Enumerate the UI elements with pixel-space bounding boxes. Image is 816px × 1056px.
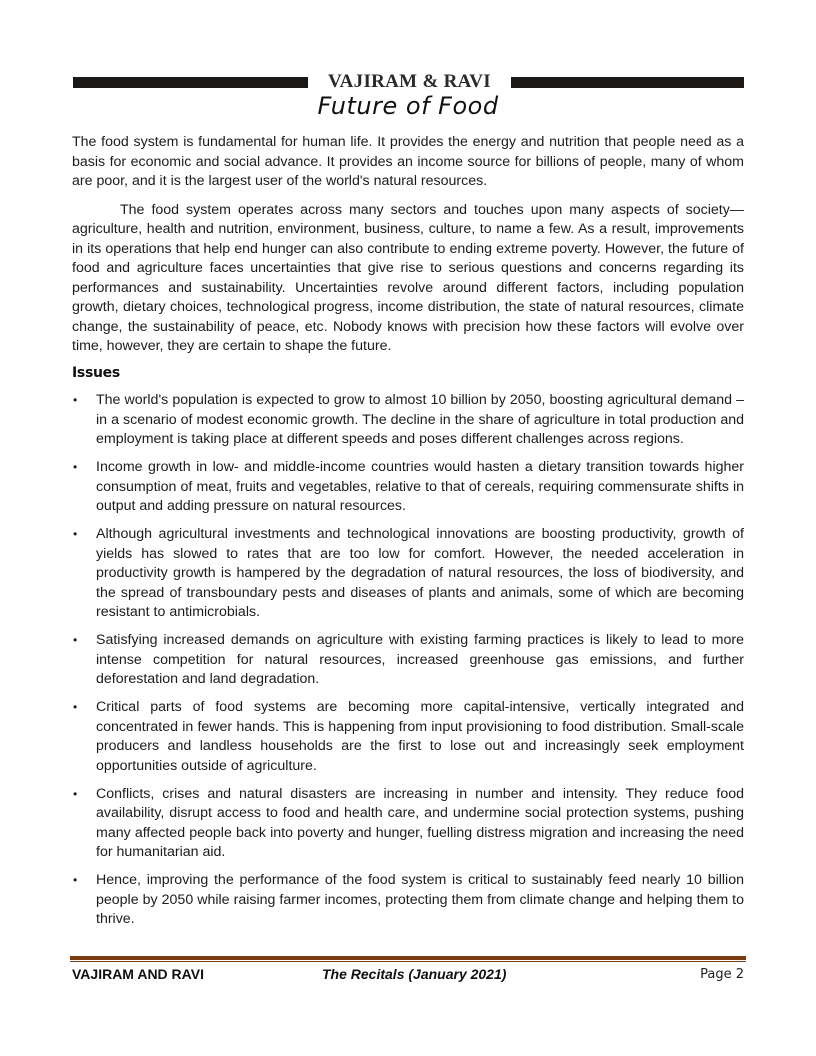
bullet-icon: • xyxy=(73,527,78,541)
list-item-text: Satisfying increased demands on agriculture with existing farming practices is likely to lead to more intense competition for natural resources, increased greenhouse gas emissions, and further deforestation and land degradation. xyxy=(96,632,744,687)
list-item xyxy=(72,391,744,450)
footer-publication: The Recitals (January 2021) xyxy=(322,966,507,982)
bullet-icon: • xyxy=(73,873,78,887)
list-item xyxy=(72,458,744,517)
context-paragraph: The food system operates across many sectors and touches upon many aspects of society—agriculture, health and nutrition, environment, business, culture, to name a few. As a result, improvements in its operations that help end hunger can also contribute to ending extreme poverty. However, the future of food and agriculture faces uncertainties that give rise to serious questions and concerns regarding its performances and sustainability. Uncertainties revolve around different factors, including population growth, dietary choices, technological progress, income distribution, the state of natural resources, climate change, the sustainability of peace, etc. Nobody knows with precision how these factors will evolve over time, however, they are certain to shape the future. xyxy=(72,201,744,354)
list-item-text: Conflicts, crises and natural disasters are increasing in number and intensity. They reduce food availability, disrupt access to food and health care, and undermine social protection systems, pushing many affected people back into poverty and hunger, fuelling distress migration and increasing the need for humanitarian aid. xyxy=(96,785,744,860)
bullet-icon: • xyxy=(73,460,78,474)
masthead-bar-left xyxy=(73,77,308,88)
footer-divider-thick xyxy=(70,956,746,960)
bullet-icon: • xyxy=(73,633,78,647)
page-title: Future of Food xyxy=(317,92,499,120)
list-item xyxy=(72,525,744,623)
masthead-bar-right xyxy=(511,77,744,88)
footer-brand: VAJIRAM AND RAVI xyxy=(72,966,204,982)
masthead xyxy=(73,72,744,92)
bullet-icon: • xyxy=(73,786,78,801)
list-item xyxy=(72,871,744,930)
bullet-icon: • xyxy=(73,700,78,714)
masthead-brand: VAJIRAM & RAVI xyxy=(328,71,491,92)
list-item-text: Hence, improving the performance of the food system is critical to sustainably feed nearly 10 billion people by 2050 while raising farmer incomes, protecting them from climate change and helping them to thrive. xyxy=(96,872,744,927)
list-item-text: Income growth in low- and middle-income countries would hasten a dietary transition towards higher consumption of meat, fruits and vegetables, relative to that of cereals, requiring commensurate shifts in output and adding pressure on natural resources. xyxy=(96,459,744,514)
list-item xyxy=(72,631,744,690)
list-item-text: Critical parts of food systems are becoming more capital-intensive, vertically integrated and concentrated in fewer hands. This is happening from input provisioning to food distribution. Small-scale producers and landless households are the first to lose out and increasingly seek employment opportunities outside of agriculture. xyxy=(96,699,744,774)
list-item-text: The world's population is expected to grow to almost 10 billion by 2050, boosting agricultural demand – in a scenario of modest economic growth. The decline in the share of agriculture in total production and employment is taking place at different speeds and poses different challenges across regions. xyxy=(96,392,744,447)
page-number: Page 2 xyxy=(700,967,744,982)
intro-paragraph: The food system is fundamental for human life. It provides the energy and nutrition that people need as a basis for economic and social advance. It provides an income source for billions of people, many of whom are poor, and it is the largest user of the world's natural resources. xyxy=(72,134,744,189)
article-body xyxy=(72,133,744,938)
list-item-text: Although agricultural investments and technological innovations are boosting productivity, growth of yields has slowed to rates that are too low for comfort. However, the needed acceleration in productivity growth is hampered by the degradation of natural resources, the loss of biodiversity, and the spread of transboundary pests and diseases of plants and animals, some of which are becoming resistant to antimicrobials. xyxy=(96,526,744,620)
issues-heading: Issues xyxy=(72,364,120,381)
issues-list xyxy=(72,391,744,930)
list-item xyxy=(72,785,744,863)
footer-divider xyxy=(70,956,746,962)
list-item xyxy=(72,698,744,776)
page-footer xyxy=(72,966,744,986)
bullet-icon: • xyxy=(73,393,78,407)
footer-divider-thin xyxy=(70,961,746,962)
